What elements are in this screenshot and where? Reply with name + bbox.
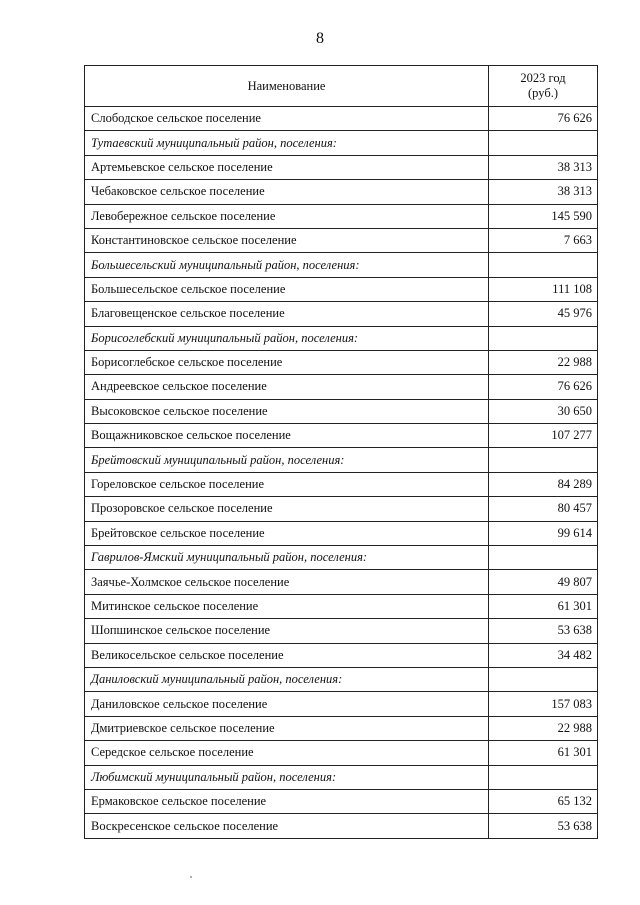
settlement-name: Даниловское сельское поселение bbox=[85, 692, 489, 716]
amount-2023 bbox=[489, 765, 598, 789]
settlement-name: Слободское сельское поселение bbox=[85, 107, 489, 131]
settlement-name: Высоковское сельское поселение bbox=[85, 399, 489, 423]
settlement-row bbox=[85, 521, 598, 545]
settlement-name: Гореловское сельское поселение bbox=[85, 472, 489, 496]
settlement-name: Борисоглебское сельское поселение bbox=[85, 350, 489, 374]
settlement-row bbox=[85, 643, 598, 667]
settlement-row bbox=[85, 497, 598, 521]
district-heading-row bbox=[85, 131, 598, 155]
district-heading-row bbox=[85, 253, 598, 277]
amount-2023 bbox=[489, 546, 598, 570]
settlement-name: Левобережное сельское поселение bbox=[85, 204, 489, 228]
district-name: Тутаевский муниципальный район, поселения: bbox=[85, 131, 489, 155]
amount-2023: 157 083 bbox=[489, 692, 598, 716]
amount-2023: 65 132 bbox=[489, 789, 598, 813]
amount-2023: 80 457 bbox=[489, 497, 598, 521]
amount-2023: 45 976 bbox=[489, 302, 598, 326]
settlement-row bbox=[85, 619, 598, 643]
district-name: Гаврилов-Ямский муниципальный район, поселения: bbox=[85, 546, 489, 570]
settlement-row bbox=[85, 155, 598, 179]
district-name: Борисоглебский муниципальный район, поселения: bbox=[85, 326, 489, 350]
district-heading-row bbox=[85, 546, 598, 570]
settlement-name: Митинское сельское поселение bbox=[85, 594, 489, 618]
column-header-year bbox=[489, 66, 598, 107]
settlement-name: Прозоровское сельское поселение bbox=[85, 497, 489, 521]
amount-2023: 145 590 bbox=[489, 204, 598, 228]
district-name: Большесельский муниципальный район, поселения: bbox=[85, 253, 489, 277]
settlement-name: Ермаковское сельское поселение bbox=[85, 789, 489, 813]
settlement-name: Вощажниковское сельское поселение bbox=[85, 424, 489, 448]
amount-2023: 38 313 bbox=[489, 155, 598, 179]
district-name: Даниловский муниципальный район, поселения: bbox=[85, 667, 489, 691]
settlement-row bbox=[85, 107, 598, 131]
settlement-name: Великосельское сельское поселение bbox=[85, 643, 489, 667]
amount-2023: 111 108 bbox=[489, 277, 598, 301]
settlement-name: Заячье-Холмское сельское поселение bbox=[85, 570, 489, 594]
amount-2023: 49 807 bbox=[489, 570, 598, 594]
amount-2023: 76 626 bbox=[489, 375, 598, 399]
settlement-name: Брейтовское сельское поселение bbox=[85, 521, 489, 545]
settlement-name: Чебаковское сельское поселение bbox=[85, 180, 489, 204]
settlement-row bbox=[85, 570, 598, 594]
amount-2023: 38 313 bbox=[489, 180, 598, 204]
column-header-year-label: 2023 год bbox=[520, 71, 566, 85]
district-heading-row bbox=[85, 448, 598, 472]
amount-2023 bbox=[489, 253, 598, 277]
settlement-row bbox=[85, 472, 598, 496]
settlement-name: Благовещенское сельское поселение bbox=[85, 302, 489, 326]
amount-2023: 22 988 bbox=[489, 716, 598, 740]
settlement-name: Дмитриевское сельское поселение bbox=[85, 716, 489, 740]
amount-2023: 7 663 bbox=[489, 228, 598, 252]
amount-2023: 84 289 bbox=[489, 472, 598, 496]
district-name: Любимский муниципальный район, поселения: bbox=[85, 765, 489, 789]
settlement-row bbox=[85, 277, 598, 301]
amount-2023: 53 638 bbox=[489, 814, 598, 838]
settlement-name: Шопшинское сельское поселение bbox=[85, 619, 489, 643]
amount-2023: 99 614 bbox=[489, 521, 598, 545]
settlement-row bbox=[85, 741, 598, 765]
district-heading-row bbox=[85, 765, 598, 789]
amount-2023: 34 482 bbox=[489, 643, 598, 667]
settlement-row bbox=[85, 350, 598, 374]
amount-2023: 53 638 bbox=[489, 619, 598, 643]
table-header bbox=[85, 66, 598, 107]
amount-2023 bbox=[489, 131, 598, 155]
page-number: 8 bbox=[316, 30, 324, 47]
settlement-row bbox=[85, 228, 598, 252]
scan-speck bbox=[190, 876, 192, 878]
amount-2023: 61 301 bbox=[489, 741, 598, 765]
settlement-row bbox=[85, 814, 598, 838]
amount-2023: 107 277 bbox=[489, 424, 598, 448]
allocation-table bbox=[84, 65, 598, 839]
amount-2023: 61 301 bbox=[489, 594, 598, 618]
settlement-name: Середское сельское поселение bbox=[85, 741, 489, 765]
amount-2023 bbox=[489, 448, 598, 472]
settlement-row bbox=[85, 789, 598, 813]
settlement-name: Большесельское сельское поселение bbox=[85, 277, 489, 301]
settlement-row bbox=[85, 375, 598, 399]
amount-2023 bbox=[489, 326, 598, 350]
amount-2023: 76 626 bbox=[489, 107, 598, 131]
table-body bbox=[85, 107, 598, 839]
column-header-unit-label: (руб.) bbox=[528, 86, 558, 100]
settlement-row bbox=[85, 399, 598, 423]
district-heading-row bbox=[85, 667, 598, 691]
settlement-row bbox=[85, 204, 598, 228]
column-header-name: Наименование bbox=[85, 66, 489, 107]
amount-2023: 30 650 bbox=[489, 399, 598, 423]
district-heading-row bbox=[85, 326, 598, 350]
settlement-name: Константиновское сельское поселение bbox=[85, 228, 489, 252]
settlement-row bbox=[85, 716, 598, 740]
amount-2023 bbox=[489, 667, 598, 691]
settlement-row bbox=[85, 692, 598, 716]
settlement-row bbox=[85, 424, 598, 448]
settlement-name: Андреевское сельское поселение bbox=[85, 375, 489, 399]
district-name: Брейтовский муниципальный район, поселения: bbox=[85, 448, 489, 472]
table-header-row bbox=[85, 66, 598, 107]
settlement-row bbox=[85, 180, 598, 204]
settlement-row bbox=[85, 302, 598, 326]
settlement-name: Артемьевское сельское поселение bbox=[85, 155, 489, 179]
settlement-row bbox=[85, 594, 598, 618]
settlement-name: Воскресенское сельское поселение bbox=[85, 814, 489, 838]
amount-2023: 22 988 bbox=[489, 350, 598, 374]
